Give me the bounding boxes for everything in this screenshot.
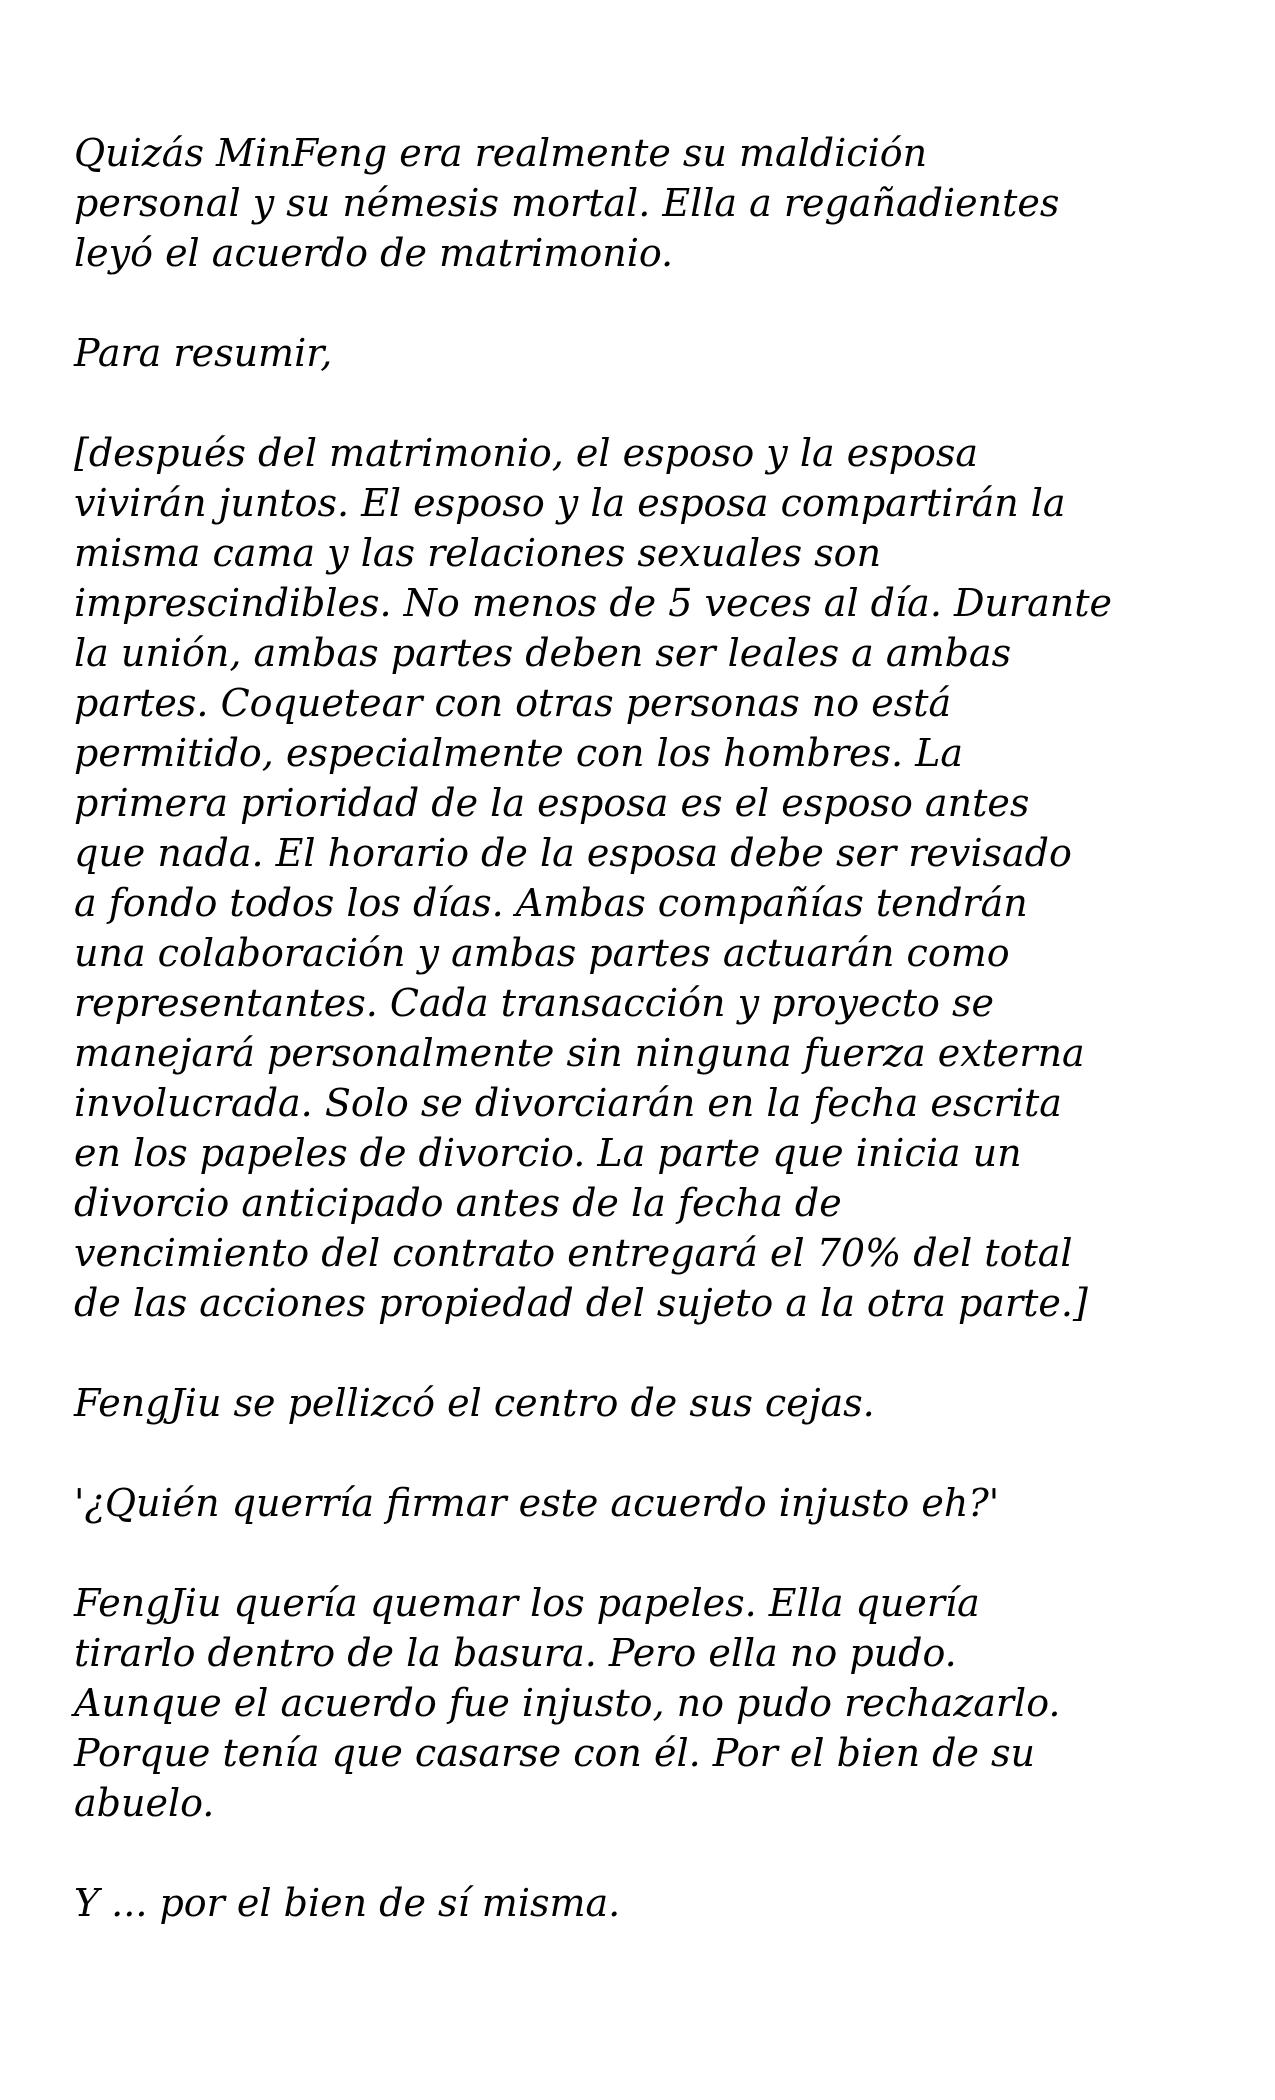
- paragraph-summary-lead: Para resumir,: [74, 331, 333, 375]
- paragraph-fengjiu-reaction: FengJiu se pellizcó el centro de sus cejas.: [74, 1381, 875, 1425]
- paragraph-fengjiu-decision: FengJiu quería quemar los papeles. Ella quería tirarlo dentro de la basura. Pero ella no pudo. Aunque el acuerdo fue injusto, no pudo rechazarlo. Porque tenía que casarse con él. Por el bien de su abuelo.: [74, 1581, 1061, 1825]
- paragraph-intro: Quizás MinFeng era realmente su maldición personal y su némesis mortal. Ella a regañadientes leyó el acuerdo de matrimonio.: [74, 131, 1060, 275]
- paragraph-inner-thought: '¿Quién querría firmar este acuerdo injusto eh?': [74, 1481, 1000, 1525]
- document-page: [74, 128, 1224, 1978]
- paragraph-agreement-terms: [después del matrimonio, el esposo y la esposa vivirán juntos. El esposo y la esposa compartirán la misma cama y las relaciones sexuales son imprescindibles. No menos de 5 veces al día. Durante la unión, ambas partes deben ser leales a ambas partes. Coquetear con otras personas no está permitido, especialmente con los hombres. La primera prioridad de la esposa es el esposo antes que nada. El horario de la esposa debe ser revisado a fondo todos los días. Ambas compañías tendrán una colaboración y ambas partes actuarán como representantes. Cada transacción y proyecto se manejará personalmente sin ninguna fuerza externa involucrada. Solo se divorciarán en la fecha escrita en los papeles de divorcio. La parte que inicia un divorcio anticipado antes de la fecha de vencimiento del contrato entregará el 70% del total de las acciones propiedad del sujeto a la otra parte.]: [74, 431, 1112, 1325]
- paragraph-closing: Y ... por el bien de sí misma.: [74, 1881, 621, 1925]
